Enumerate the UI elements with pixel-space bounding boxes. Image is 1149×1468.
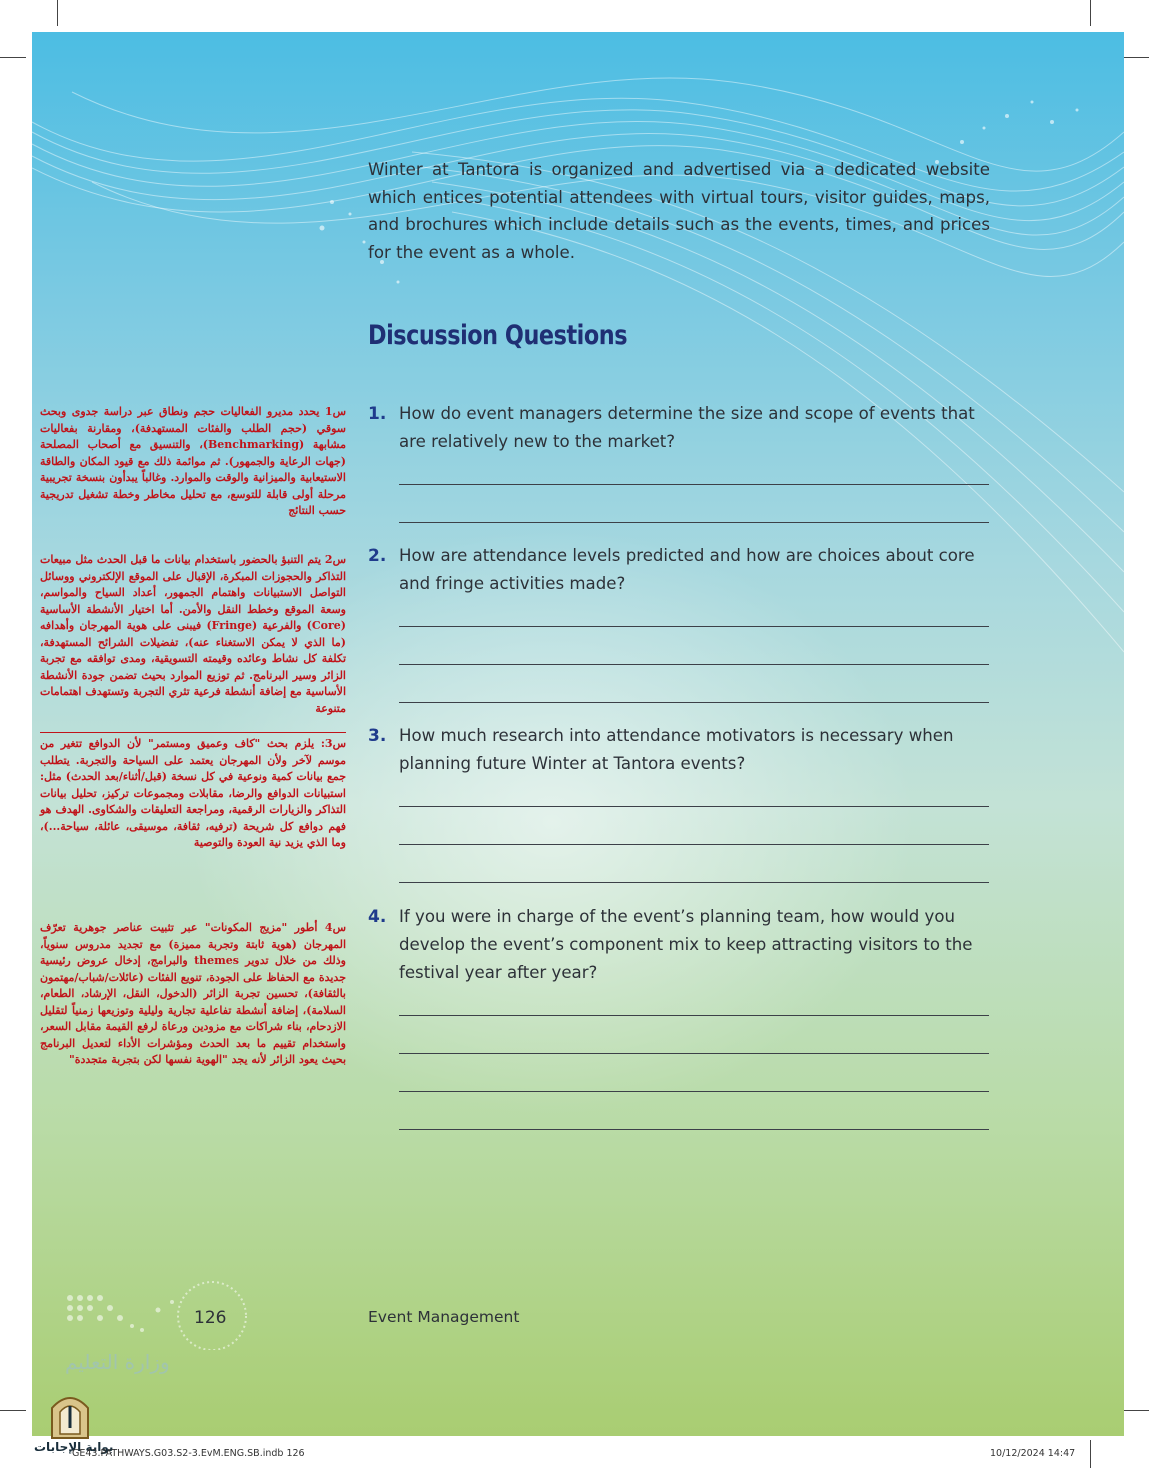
question-number: 4. xyxy=(368,907,387,927)
print-date: 10/12/2024 14:47 xyxy=(990,1448,1076,1459)
answer-note-4: س4 أطور "مزيج المكونات" عبر تثبيت عناصر جوهرية تعرّف المهرجان (هوية ثابتة وتجربة مميزة) مع تجديد مدروس سنوياً، وذلك من خلال تدوير themes والبرامج، إدخال عروض رئيسية جديدة مع الحفاظ على الجودة، تنويع الفئات (عائلات/شباب/مهتمون بالثقافة)، تحسين تجربة الزائر (الدخول، النقل، الإرشاد، الطعام، السلامة)، إضافة أنشطة تفاعلية تجارية وليلية وتوزيعها زمنياً لتقليل الازدحام، بناء شراكات مع مزودين ورعاة لرفع القيمة مقابل السعر، واستخدام تقييم ما بعد الحدث ومؤشرات الأداء لتعديل البرنامج بحيث يعود الزائر لأنه يجد "الهوية نفسها لكن بتجربة متجددة" xyxy=(40,921,346,1066)
answer-line[interactable] xyxy=(399,484,989,485)
question-text: If you were in charge of the event’s planning team, how would you develop the event’s component mix to keep attracting visitors to the festival year after year? xyxy=(399,907,973,982)
watermark-emblem-icon xyxy=(48,1388,92,1440)
answer-line[interactable] xyxy=(399,702,989,703)
answer-line[interactable] xyxy=(399,522,989,523)
intro-paragraph: Winter at Tantora is organized and advertised via a dedicated website which entices potential attendees with virtual tours, visitor guides, maps, and brochures which include details such as the events, times, and prices for the event as a whole. xyxy=(368,160,990,262)
watermark-text: بوابة الإجابات xyxy=(34,1440,114,1454)
answer-note-1: س1 يحدد مديرو الفعاليات حجم ونطاق عبر دراسة جدوى وبحث سوقي (حجم الطلب والفئات المستهدفة)، ومقارنة بفعاليات مشابهة (Benchmarking)، والتنسيق مع أصحاب المصلحة (جهات الرعاية والجمهور). ثم موائمة ذلك مع قيود المكان والطاقة الاستيعابية والميزانية والوقت والموارد. وغالباً يبدأون بنسخة تجريبية مرحلة أولى قابلة للتوسع، مع تحليل مخاطر وخطة تشغيل تدريجية حسب النتائج xyxy=(40,405,346,517)
crop-mark xyxy=(1123,57,1149,58)
page-number: 126 xyxy=(194,1308,227,1328)
crop-mark xyxy=(0,1410,26,1411)
answer-note-2: س2 يتم التنبؤ بالحضور باستخدام بيانات ما قبل الحدث مثل مبيعات التذاكر والحجوزات المبكرة، الإقبال على الموقع الإلكتروني ووسائل التواصل الاستبيانات واهتمام الجمهور، أعداد السياح والمواسم، وسعة الموقع وخطط النقل والأمن. أما اختيار الأنشطة الأساسية (Core) والفرعية (Fringe) فيبنى على هوية المهرجان وأهدافه (ما الذي لا يمكن الاستغناء عنه)، تفضيلات الشرائح المستهدفة، تكلفة كل نشاط وعائده وقيمته التسويقية، ومدى توافقه مع تجربة الزائر وسير البرنامج. ثم توزيع الموارد بحيث تضمن جودة الأنشطة الأساسية مع إضافة أنشطة فرعية تثري التجربة وتستهدف اهتمامات متنوعة xyxy=(40,553,346,715)
question-text: How much research into attendance motivators is necessary when planning future Winter at Tantora events? xyxy=(399,726,954,773)
crop-mark xyxy=(1123,1410,1149,1411)
answer-line[interactable] xyxy=(399,1129,989,1130)
crop-mark xyxy=(1090,1440,1091,1468)
book-title: Event Management xyxy=(368,1308,520,1326)
answer-line[interactable] xyxy=(399,1053,989,1054)
note-divider xyxy=(40,732,346,733)
crop-mark xyxy=(57,0,58,26)
question-text: How are attendance levels predicted and how are choices about core and fringe activities made? xyxy=(399,546,975,593)
question-number: 1. xyxy=(368,404,387,424)
answer-line[interactable] xyxy=(399,844,989,845)
section-heading: Discussion Questions xyxy=(368,320,628,351)
answer-line[interactable] xyxy=(399,1091,989,1092)
crop-mark xyxy=(1090,0,1091,26)
answer-line[interactable] xyxy=(399,664,989,665)
ministry-dots-logo xyxy=(62,1280,262,1350)
question-number: 3. xyxy=(368,726,387,746)
print-slug: GE43.PATHWAYS.G03.S2-3.EvM.ENG.SB.indb 126 xyxy=(72,1448,305,1459)
crop-mark xyxy=(0,57,26,58)
answer-line[interactable] xyxy=(399,1015,989,1016)
ministry-logo-text: وزارة التعليم xyxy=(65,1350,170,1374)
answer-line[interactable] xyxy=(399,882,989,883)
answer-line[interactable] xyxy=(399,626,989,627)
answer-line[interactable] xyxy=(399,806,989,807)
question-number: 2. xyxy=(368,546,387,566)
answer-note-3: س3: يلزم بحث "كاف وعميق ومستمر" لأن الدوافع تتغير من موسم لآخر ولأن المهرجان يعتمد على السياحة والتجربة. يتطلب جمع بيانات كمية ونوعية في كل نسخة (قبل/أثناء/بعد الحدث) مثل: استبيانات الدوافع والرضا، مقابلات ومجموعات تركيز، تحليل بيانات التذاكر والزيارات الرقمية، ومراجعة التعليقات والشكاوى. الهدف هو فهم دوافع كل شريحة (ترفيه، ثقافة، موسيقى، عائلة، سياحة...)، وما الذي يزيد نية العودة والتوصية xyxy=(40,737,346,849)
question-text: How do event managers determine the size and scope of events that are relatively new to the market? xyxy=(399,404,975,451)
textbook-page xyxy=(32,32,1124,1436)
